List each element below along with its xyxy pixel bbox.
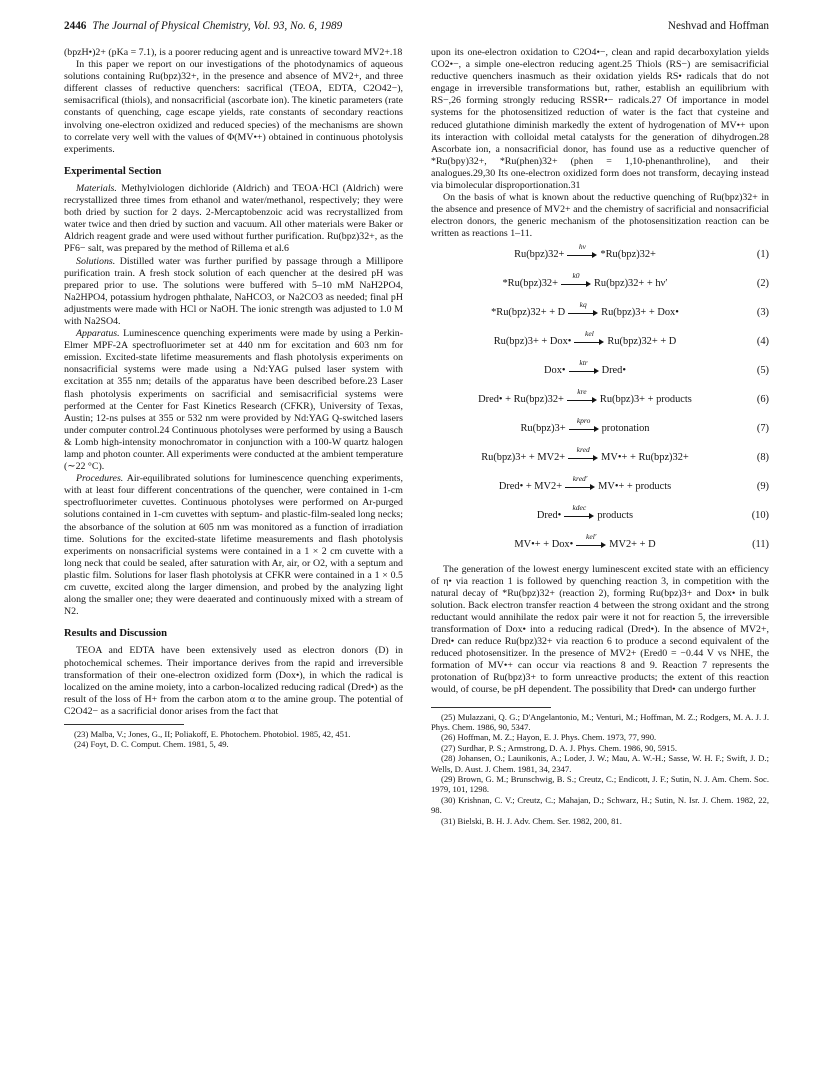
reaction-10-products: products: [597, 509, 634, 521]
reaction-arrow: [569, 357, 599, 376]
right-column: [431, 47, 769, 826]
footnote-27: (27) Surdhar, P. S.; Armstrong, D. A. J. Phys. Chem. 1986, 90, 5915.: [441, 742, 677, 753]
reaction-arrow: [567, 241, 597, 260]
reaction-9-products: MV•+ + products: [598, 480, 672, 492]
reaction-10-number: (10): [751, 509, 769, 521]
reaction-8-reactants: Ru(bpz)3+ + MV2+: [481, 451, 566, 463]
reaction-2-products: Ru(bpz)32+ + hν′: [593, 277, 668, 289]
reaction-10: [431, 502, 769, 531]
reaction-1-reactants: Ru(bpz)32+: [514, 248, 565, 260]
footnote-31: (31) Bielski, B. H. J. Adv. Chem. Ser. 1982, 200, 81.: [441, 815, 622, 826]
materials-text: Methylviologen dichloride (Aldrich) and TEOA·HCl (Aldrich) were recrystallized three times from ethanol and water/methanol, respectively; they were both dried by suction for 2 days. 2-Mercaptobenzoic acid was recrystallized from water twice and then dried by suction and vacuum. All other materials were Baker or Aldrich reagent grade and were used without further purification. Ru(bpz)32+, as the PF6− salt, was prepared by the method of Rillema et al.6: [64, 182, 403, 255]
rate-constant: kq: [579, 299, 587, 309]
reaction-arrow: [565, 473, 595, 492]
reaction-scheme: [431, 241, 769, 560]
reaction-2: [431, 270, 769, 299]
reaction-2-reactants: *Ru(bpz)32+: [502, 277, 558, 289]
reaction-11: [431, 531, 769, 560]
reaction-1-products: *Ru(bpz)32+: [600, 248, 656, 260]
reaction-8-products: MV•+ + Ru(bpz)32+: [601, 451, 689, 463]
footnote-rule: [64, 724, 184, 725]
reaction-6-reactants: Dred• + Ru(bpz)32+: [478, 393, 564, 405]
rate-constant: kdec: [572, 502, 587, 512]
reaction-5: [431, 357, 769, 386]
rate-constant: kre: [577, 386, 587, 396]
reaction-arrow: [569, 415, 599, 434]
reaction-arrow: [576, 531, 606, 550]
reaction-7-reactants: Ru(bpz)3+: [520, 422, 566, 434]
reaction-arrow: [567, 386, 597, 405]
rate-constant: kpro: [576, 415, 591, 425]
reaction-arrow: [574, 328, 604, 347]
reaction-arrow: [564, 502, 594, 521]
reaction-7-number: (7): [756, 422, 769, 434]
reaction-1: [431, 241, 769, 270]
reaction-5-number: (5): [756, 364, 769, 376]
journal-citation: The Journal of Physical Chemistry, Vol. 93, No. 6, 1989: [92, 20, 343, 32]
paragraph-materials: [64, 183, 403, 256]
paragraph-intro: In this paper we report on our investigations of the photodynamics of aqueous solutions containing Ru(bpz)32+, in the presence and absence of MV2+, and three different classes of reductive quenchers: sacrifical (TEOA, EDTA, C2O42−), semisacrifical (thiols), and nonsacrificial (ascorbate ion). The kinetic parameters (rate constants of quenching, cage escape yields, rate constants of secondary reactions involving one-electron oxidized and reduced species) of the mechanisms are shown to correlate very well with the values of Φ(MV•+) obtained in continuous photolysis experiments.: [64, 59, 403, 155]
reaction-9-reactants: Dred• + MV2+: [498, 480, 563, 492]
paragraph-mechanism-intro: On the basis of what is known about the reductive quenching of Ru(bpz)32+ in the absence and presence of MV2+ and the chemistry of sacrificial and nonsacrificial electron donors, the generic mechanism of the photosensitization reaction can be written as reactions 1–11.: [431, 192, 769, 240]
rate-constant: kel: [585, 328, 594, 338]
reaction-2-number: (2): [756, 277, 769, 289]
reaction-7-products: protonation: [601, 422, 650, 434]
footnote-30: (30) Krishnan, C. V.; Creutz, C.; Mahajan, D.; Schwarz, H.; Sutin, N. Isr. J. Chem. 1982, 22, 98.: [431, 794, 769, 816]
reaction-arrow: [568, 299, 598, 318]
reaction-arrow: [561, 270, 591, 289]
reaction-9-number: (9): [756, 480, 769, 492]
reaction-7: [431, 415, 769, 444]
paragraph-continued: (bpzH•)2+ (pKa = 7.1), is a poorer reducing agent and is unreactive toward MV2+.18: [64, 47, 403, 58]
footnote-28: (28) Johansen, O.; Launikonis, A.; Loder, J. W.; Mau, A. W.-H.; Sasse, W. H. F.; Swift, J. D.; Wells, D. Aust. J. Chem. 1981, 34, 2347.: [431, 753, 769, 774]
rate-constant: hν: [578, 241, 586, 251]
reaction-3: [431, 299, 769, 328]
reaction-3-products: Ru(bpz)3+ + Dox•: [601, 306, 679, 318]
left-column: [64, 47, 403, 750]
reaction-6-number: (6): [756, 393, 769, 405]
reaction-6-products: Ru(bpz)3+ + products: [599, 393, 692, 405]
page-number: 2446: [64, 20, 87, 32]
reaction-5-reactants: Dox•: [544, 364, 566, 376]
footnote-rule: [431, 707, 551, 708]
rate-constant: k0: [572, 270, 580, 280]
paragraph-donors: upon its one-electron oxidation to C2O4•−, clean and rapid decarboxylation yields CO2•−, a simple one-electron reducing agent.25 Thiols (RS−) are semisacrificial reductive quenchers inasmuch as their oxidation yields RS• radicals that do not engage in irreversible transformations but, rather, establish an equilibrium with RS−,26 forming strongly reducing RSSR•− radicals.27 Of importance in model systems for the photosensitized reduction of water is the fact that cysteine and reduced glutathione diminish markedly the extent of hydrogenation of MV•+ upon its interaction with colloidal metal catalysts for the generation of dihydrogen.28 Ascorbate ion, a nonsacrificial donor, has found use as a reductive quencher of *Ru(bpy)32+, *Ru(phen)32+ (phen = 1,10-phenanthroline), and their analogues.29,30 Its one-electron oxidized form does not transform, decaying instead via bimolecular disproportionation.31: [431, 47, 769, 192]
reaction-4: [431, 328, 769, 357]
reaction-10-reactants: Dred•: [536, 509, 562, 521]
reaction-4-number: (4): [756, 335, 769, 347]
header-authors: Neshvad and Hoffman: [667, 20, 769, 32]
apparatus-text: Luminescence quenching experiments were made by using a Perkin-Elmer MPF-2A spectrofluorimeter set at 440 nm for excitation and 603 nm for emission. Excited-state lifetime measurements and flash photolysis experiments on nonsacrificial systems were made using a Nd:YAG pulsed laser system with excitation at 355 nm; details of the apparatus have been described before.23 Laser flash photolysis experiments on sacrificial and semisacrificial systems were performed at the Center for Fast Kinetics Research (CFKR), University of Texas, Austin; 12-ns pulses at 355 or 532 nm were provided by Nd:YAG Q-switched lasers under computer control.24 Continuous photolyses were performed by using a Bausch & Lomb high-intensity monochromator in conjunction with a 100-W quartz halogen lamp and photon counter. All experiments were conducted at the ambient temperature (∼22 °C).: [64, 328, 403, 473]
solutions-text: Distilled water was further purified by passage through a Millipore purification train. A fresh stock solution of each quencher at the desired pH was prepared prior to use. The solutions were buffered with 5–10 mM NaH2PO4, Na2HPO4, potassium hydrogen phthalate, NaHCO3, or Na2CO3 as needed; final pH adjustments were made with HCl or NaOH. The ionic strength was adjusted to 1.0 M with Na2SO4.: [64, 255, 404, 327]
apparatus-label: Apparatus.: [76, 328, 120, 340]
paragraph-solutions: [64, 256, 403, 329]
reaction-11-reactants: MV•+ + Dox•: [514, 538, 574, 550]
reaction-5-products: Dred•: [601, 364, 626, 376]
paragraph-apparatus: [64, 328, 403, 473]
paragraph-procedures: [64, 473, 403, 618]
footnote-25: (25) Mulazzani, Q. G.; D'Angelantonio, M.; Venturi, M.; Hoffman, M. Z.; Rodgers, M. A. J. J. Phys. Chem. 1986, 90, 5347.: [431, 711, 769, 732]
reaction-4-reactants: Ru(bpz)3+ + Dox•: [493, 335, 572, 347]
rate-constant: kel′: [586, 531, 597, 541]
reaction-8-number: (8): [756, 451, 769, 463]
reaction-3-number: (3): [756, 306, 769, 318]
reaction-4-products: Ru(bpz)32+ + D: [607, 335, 677, 347]
footnote-26: (26) Hoffman, M. Z.; Hayon, E. J. Phys. Chem. 1973, 77, 990.: [441, 732, 657, 743]
footnote-23: (23) Malba, V.; Jones, G., II; Poliakoff, E. Photochem. Photobiol. 1985, 42, 451.: [74, 728, 351, 739]
reaction-8: [431, 444, 769, 473]
running-header: [64, 20, 769, 36]
experimental-heading: Experimental Section: [64, 165, 162, 177]
footnote-29: (29) Brown, G. M.; Brunschwig, B. S.; Creutz, C.; Endicott, J. F.; Sutin, N. J. Am. Chem. Soc. 1979, 101, 1298.: [431, 773, 769, 795]
reaction-3-reactants: *Ru(bpz)32+ + D: [491, 306, 566, 318]
rate-constant: kred′: [572, 473, 588, 483]
header-left: [64, 20, 342, 32]
procedures-text: Air-equilibrated solutions for luminescence quenching experiments, with at least four different concentrations of the quencher, were contained in 1-cm spectrofluorimeter cuvettes. Continuous photolyses were performed on Ar-purged solutions contained in 1-cm cuvettes with septum- and plastic-film-sealed long necks; the absorbance of the solution at 605 nm was monitored as a function of irradiation time. Solutions for the excited-state lifetime measurements and flash photolysis experiments on nonsacrificial systems were contained in a 1 × 2 cm cuvette with a long neck that could be sealed, after saturation with Ar, air, or O2, with a septum and plastic film. Solutions for laser flash photolysis at CFKR were contained in a 1 × 0.5 cm cuvette, excited along the larger dimension, and probed by the analyzing light along the smaller one; they were deaerated and continuously mixed with a stream of N2.: [64, 473, 403, 618]
paragraph-mechanism-discussion: The generation of the lowest energy luminescent excited state with an efficiency of η• via reaction 1 is followed by quenching reaction 3, in competition with the natural decay of *Ru(bpz)32+ (reaction 2), forming Ru(bpz)3+ and Dox• in bulk solution. Back electron transfer reaction 4 between the strong oxidant and the strong reductant would annihilate the redox pair were it not for reaction 5, the irreversible transformation of Dox• into a reducing radical (Dred•). In the absence of MV2+, Dred• can reduce Ru(bpz)32+ via reaction 6 to produce a second equivalent of the reduced photosensitizer. In the presence of MV2+ (Ered0 = −0.44 V vs NHE, the formation of MV•+ can occur via reactions 8 and 9. Reaction 7 represents the protonation of Ru(bpz)3+ to form unreactive products; the extent of this reaction would, of course, be pH dependent. The possibility that Dred• can undergo further: [431, 563, 769, 696]
footnote-24: (24) Foyt, D. C. Comput. Chem. 1981, 5, 49.: [74, 739, 229, 750]
results-heading: Results and Discussion: [64, 628, 168, 640]
solutions-label: Solutions.: [76, 255, 116, 267]
rate-constant: kred: [576, 444, 590, 454]
reaction-11-number: (11): [752, 538, 769, 550]
reaction-6: [431, 386, 769, 415]
paragraph-results: TEOA and EDTA have been extensively used as electron donors (D) in photochemical schemes. Their importance derives from the rapid and irreversible transformation of their one-electron oxidized form (Dox•), in which the radical is localized on the amine moiety, into a carbon-localized reducing radical (Dred•) as the result of the loss of H+ from the carbon atom α to the amine group. The potential of C2O42− as a sacrificial donor arises from the fact that: [64, 645, 403, 717]
reaction-9: [431, 473, 769, 502]
reaction-1-number: (1): [756, 248, 769, 260]
reaction-arrow: [568, 444, 598, 463]
reaction-11-products: MV2+ + D: [609, 538, 656, 550]
procedures-label: Procedures.: [76, 473, 124, 485]
materials-label: Materials.: [76, 182, 117, 194]
rate-constant: ktr: [579, 357, 588, 367]
